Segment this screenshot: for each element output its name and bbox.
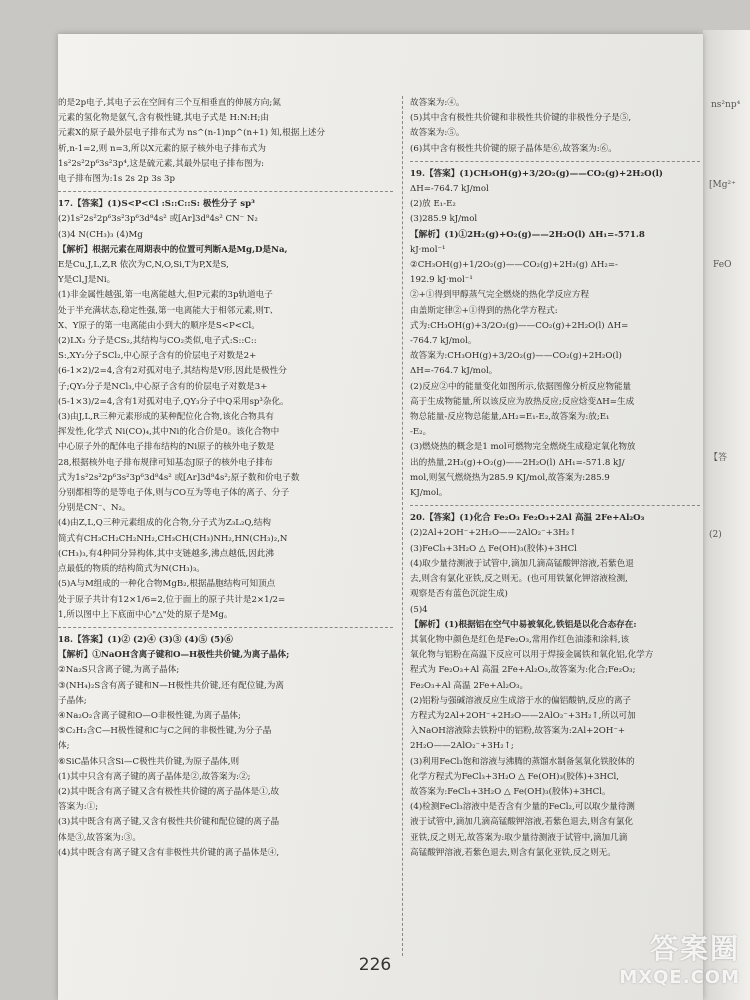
text-line: 20.【答案】(1)化合 Fe₂O₃ Fe₂O₃+2Al 高温 2Fe+Al₂O₃ bbox=[410, 513, 645, 524]
text-line: 观察是否有蓝色沉淀生成) bbox=[410, 589, 508, 600]
text-line: (3)燃烧热的概念是1 mol可燃物完全燃烧生成稳定氧化物放 bbox=[410, 442, 636, 453]
text-line: -E₂。 bbox=[410, 427, 432, 438]
adjacent-page-edge: ns²np⁴ [Mg²⁺ FeO 【答 (2) bbox=[703, 30, 750, 1000]
text-line: 体; bbox=[58, 741, 70, 752]
text-line: 分别都相等的是等电子体,则与CO互为等电子体的离子、分子 bbox=[58, 488, 290, 499]
text-line: ⑤C₂H₂含C—H极性键和C与C之间的非极性键,为分子晶 bbox=[58, 726, 272, 737]
watermark-url: MXQE.COM bbox=[619, 967, 740, 988]
text-line: 的是2p电子,其电子云在空间有三个互相垂直的伸展方向;氮 bbox=[58, 98, 281, 108]
text-line: ②+①得到甲醇蒸气完全燃烧的热化学反应方程 bbox=[410, 290, 590, 301]
text-line: (5-1×3)/2=4,含有1对孤对电子,QY₃分子中Q采用sp³杂化。 bbox=[58, 396, 289, 407]
text-line: ④Na₂O₂含离子键和O—O非极性键,为离子晶体; bbox=[58, 710, 241, 721]
text-line: mol,则氢气燃烧热为285.9 KJ/mol,故答案为:285.9 bbox=[410, 472, 610, 483]
question-separator bbox=[58, 627, 393, 628]
text-line: 出的热量,2H₂(g)+O₂(g)——2H₂O(l) ΔH₁=-571.8 kJ/ bbox=[410, 457, 625, 468]
question-separator bbox=[410, 505, 700, 506]
left-column bbox=[58, 96, 393, 861]
text-line: 1,所以图中上下底面中心"△"处的原子是Mg。 bbox=[58, 609, 233, 620]
text-line: 析,n-1=2,则 n=3,所以X元素的原子核外电子排布式为 bbox=[58, 143, 266, 154]
text-line: (2)放 E₁-E₂ bbox=[410, 199, 456, 210]
text-line: (6)其中含有极性共价键的原子晶体是⑥,故答案为:⑥。 bbox=[410, 143, 617, 154]
text-line: 化学方程式为FeCl₃+3H₂O △ Fe(OH)₃(胶体)+3HCl, bbox=[410, 771, 620, 782]
text-line: 【解析】根据元素在周期表中的位置可判断A是Mg,D是Na, bbox=[58, 244, 288, 255]
text-line: 去,则含有氯化亚铁,反之则无。(也可用铁氰化钾溶液检测, bbox=[410, 574, 628, 585]
text-line: ②Na₂S只含离子键,为离子晶体; bbox=[58, 665, 180, 676]
text-line: 18.【答案】(1)② (2)④ (3)③ (4)⑤ (5)⑥ bbox=[58, 634, 233, 645]
text-line: 高锰酸钾溶液,若紫色退去,则含有氯化亚铁,反之则无。 bbox=[410, 847, 616, 858]
text-line: (3)285.9 kJ/mol bbox=[410, 214, 478, 225]
text-line: 1s²2s²2p⁶3s²3p⁴,这是硫元素,其最外层电子排布图为: bbox=[58, 158, 265, 169]
question-separator bbox=[410, 161, 700, 162]
text-line: Y是Cl,J是Ni。 bbox=[58, 275, 116, 286]
text-line: 程式为 Fe₂O₃+Al 高温 2Fe+Al₂O₃,故答案为:化合;Fe₂O₃; bbox=[410, 665, 636, 676]
text-line: -764.7 kJ/mol。 bbox=[410, 336, 477, 347]
text-line: ②CH₃OH(g)+1/2O₂(g)——CO₂(g)+2H₂(g) ΔH₂=- bbox=[410, 260, 618, 271]
question-separator bbox=[58, 191, 393, 192]
text-line: 子;QY₃分子是NCl₃,中心原子含有的价层电子对数是3+ bbox=[58, 381, 268, 392]
text-line: (3)利用FeCl₃饱和溶液与沸腾的蒸馏水制备氢氧化铁胶体的 bbox=[410, 756, 635, 767]
text-line: 入NaOH溶液除去铁粉中的铝粉,故答案为:2Al+2OH⁻+ bbox=[410, 726, 626, 737]
text-line: 方程式为2Al+2OH⁻+2H₂O——2AlO₂⁻+3H₂↑,所以可加 bbox=[410, 710, 636, 721]
text-line: kJ·mol⁻¹ bbox=[410, 244, 446, 255]
text-line: 挥发性,化学式 Ni(CO)₄,其中Ni的化合价是0。该化合物中 bbox=[58, 427, 280, 438]
text-line: 故答案为:⑤。 bbox=[410, 128, 465, 139]
text-line: 物总能量-反应物总能量,ΔH₂=E₁-E₂,故答案为:放;E₁ bbox=[410, 412, 610, 423]
text-line: (3)其中既含有离子键,又含有极性共价键和配位键的离子晶 bbox=[58, 817, 280, 828]
text-line: 高于生成物能量,所以该反应为放热反应;反应焓变ΔH=生成 bbox=[410, 396, 635, 407]
text-line: 式为:CH₃OH(g)+3/2O₂(g)——CO₂(g)+2H₂O(l) ΔH= bbox=[410, 320, 629, 331]
text-line: 故答案为:④。 bbox=[410, 98, 465, 108]
text-line: 处于原子共计有12×1/6=2,位于面上的原子共计是2×1/2= bbox=[58, 594, 286, 605]
text-line: (4)其中既含有离子键又含有非极性共价键的离子晶体是④, bbox=[58, 847, 280, 858]
text-line: ΔH=-764.7 kJ/mol。 bbox=[410, 366, 498, 377]
text-line: (5)A与M组成的一种化合物MgB₂,根据晶胞结构可知顶点 bbox=[58, 579, 276, 590]
text-line: 由盖斯定律②+①得到的热化学方程式: bbox=[410, 305, 558, 316]
text-line: 电子排布图为:1s 2s 2p 3s 3p bbox=[58, 174, 175, 185]
text-line: ⑥SiC晶体只含Si—C极性共价键,为原子晶体,则 bbox=[58, 756, 240, 767]
text-line: 子晶体; bbox=[58, 695, 87, 706]
text-line: (2)反应②中的能量变化如图所示,依据图像分析反应物能量 bbox=[410, 381, 632, 392]
text-line: 19.【答案】(1)CH₃OH(g)+3/2O₂(g)——CO₂(g)+2H₂O(l) bbox=[410, 168, 663, 179]
text-line: (2)铝粉与强碱溶液反应生成溶于水的偏铝酸钠,反应的离子 bbox=[410, 695, 632, 706]
text-line: ΔH=-764.7 kJ/mol bbox=[410, 184, 489, 195]
text-line: 【解析】①NaOH含离子键和O—H极性共价键,为离子晶体; bbox=[58, 650, 290, 661]
text-line: 液于试管中,滴加几滴高锰酸钾溶液,若紫色退去,则含有氯化 bbox=[410, 817, 634, 828]
text-line: E是Cu,J,L,Z,R 依次为C,N,O,Si,T为P,X是S, bbox=[58, 260, 229, 271]
text-line: 【解析】(1)根据铝在空气中易被氧化,铁铝是以化合态存在: bbox=[410, 619, 637, 630]
text-line: X、Y原子的第一电离能由小到大的顺序是S<P<Cl。 bbox=[58, 320, 260, 331]
column-divider bbox=[402, 96, 403, 956]
text-line: (3)由J,L,R三种元素形成的某种配位化合物,该化合物具有 bbox=[58, 412, 274, 423]
text-line: (3)FeCl₃+3H₂O △ Fe(OH)₃(胶体)+3HCl bbox=[410, 543, 577, 554]
text-line: 2H₂O——2AlO₂⁻+3H₂↑; bbox=[410, 741, 514, 752]
text-line: 其氧化物中颜色是红色是Fe₂O₃,常用作红色油漆和涂料,该 bbox=[410, 634, 630, 645]
text-line: (5)4 bbox=[410, 604, 428, 615]
text-line: (4)由Z,L,Q三种元素组成的化合物,分子式为Z₃L₂Q,结构 bbox=[58, 518, 271, 529]
text-line: 28,根据核外电子排布规律可知基态J原子的核外电子排布 bbox=[58, 457, 273, 468]
text-line: (5)其中含有极性共价键和非极性共价键的非极性分子是⑤, bbox=[410, 113, 632, 124]
text-line: 故答案为:FeCl₃+3H₂O △ Fe(OH)₃(胶体)+3HCl。 bbox=[410, 786, 611, 797]
text-line: 分别是CN⁻、N₂。 bbox=[58, 503, 131, 514]
text-line: 17.【答案】(1)S<P<Cl :S::C::S: 极性分子 sp³ bbox=[58, 199, 255, 210]
text-line: ③(NH₄)₂S含有离子键和N—H极性共价键,还有配位键,为离 bbox=[58, 680, 284, 691]
text-line: 式为1s²2s²2p⁶3s²3p⁶3d⁸4s² 或[Ar]3d⁸4s²;原子数和价电子数 bbox=[58, 472, 300, 483]
text-line: (6-1×2)/2=4,含有2对孤对电子,其结构是V形,因此是极性分 bbox=[58, 366, 287, 377]
text-line: (4)取少量待测液于试管中,滴加几滴高锰酸钾溶液,若紫色退 bbox=[410, 558, 634, 569]
text-line: 192.9 kJ·mol⁻¹ bbox=[410, 275, 473, 286]
text-line: S:,XY₂分子SCl₂,中心原子含有的价层电子对数是2+ bbox=[58, 351, 257, 362]
text-line: (3)4 N(CH₃)₃ (4)Mg bbox=[58, 229, 143, 240]
text-line: (2)其中既含有离子键又含有极性共价键的离子晶体是①,故 bbox=[58, 786, 280, 797]
text-line: (4)检测FeCl₃溶液中是否含有少量的FeCl₂,可以取少量待测 bbox=[410, 802, 635, 813]
text-line: 亚铁,反之则无,故答案为:取少量待测液于试管中,滴加几滴 bbox=[410, 832, 628, 843]
page-number: 226 bbox=[358, 955, 392, 975]
text-line: 答案为:①; bbox=[58, 802, 99, 813]
text-line: 【解析】(1)①2H₂(g)+O₂(g)——2H₂O(l) ΔH₁=-571.8 bbox=[410, 229, 645, 240]
text-line: 氧化物与铝粉在高温下反应可以用于焊接金属铁和氧化铝,化学方 bbox=[410, 650, 654, 661]
text-line: 元素的氢化物是氨气,含有极性键,其电子式是 H:N:H;由 bbox=[58, 113, 269, 124]
watermark-logo bbox=[619, 927, 740, 988]
text-line: (2)2Al+2OH⁻+2H₂O——2AlO₂⁻+3H₂↑ bbox=[410, 528, 577, 539]
text-line: Fe₂O₃+Al 高温 2Fe+Al₂O₃。 bbox=[410, 680, 529, 691]
text-line: KJ/mol。 bbox=[410, 488, 448, 499]
text-line: 体是③,故答案为:③。 bbox=[58, 832, 141, 843]
text-line: 处于半充满状态,稳定性强,第一电离能大于相邻元素,则T、 bbox=[58, 305, 279, 316]
watermark-title: 答案圈 bbox=[649, 932, 740, 965]
right-column bbox=[410, 96, 700, 861]
text-line: 中心原子外的配体电子排布结构的Ni原子的核外电子数是 bbox=[58, 442, 275, 453]
text-line: 点最低的物质的结构简式为N(CH₃)₃。 bbox=[58, 564, 205, 575]
text-line: (1)非金属性越强,第一电离能越大,但P元素的3p轨道电子 bbox=[58, 290, 273, 301]
text-line: (2)1s²2s²2p⁶3s²3p⁶3d⁸4s² 或[Ar]3d⁸4s² CN⁻ N₂ bbox=[58, 214, 258, 225]
text-line: 元素X的原子最外层电子排布式为 ns^(n-1)np^(n+1) 知,根据上述分 bbox=[58, 128, 326, 139]
text-line: (1)其中只含有离子键的离子晶体是②,故答案为:②; bbox=[58, 771, 251, 782]
text-line: 简式有CH₃CH₂CH₂NH₂,CH₃CH(CH₃)NH₂,HN(CH₃)₂,N bbox=[58, 533, 288, 544]
text-line: (CH₃)₃,有4种同分异构体,其中支链越多,沸点越低,因此沸 bbox=[58, 548, 274, 559]
text-line: (2)LX₂ 分子是CS₂,其结构与CO₂类似,电子式:S::C:: bbox=[58, 336, 257, 347]
text-line: 故答案为:CH₃OH(g)+3/2O₂(g)——CO₂(g)+2H₂O(l) bbox=[410, 351, 622, 362]
